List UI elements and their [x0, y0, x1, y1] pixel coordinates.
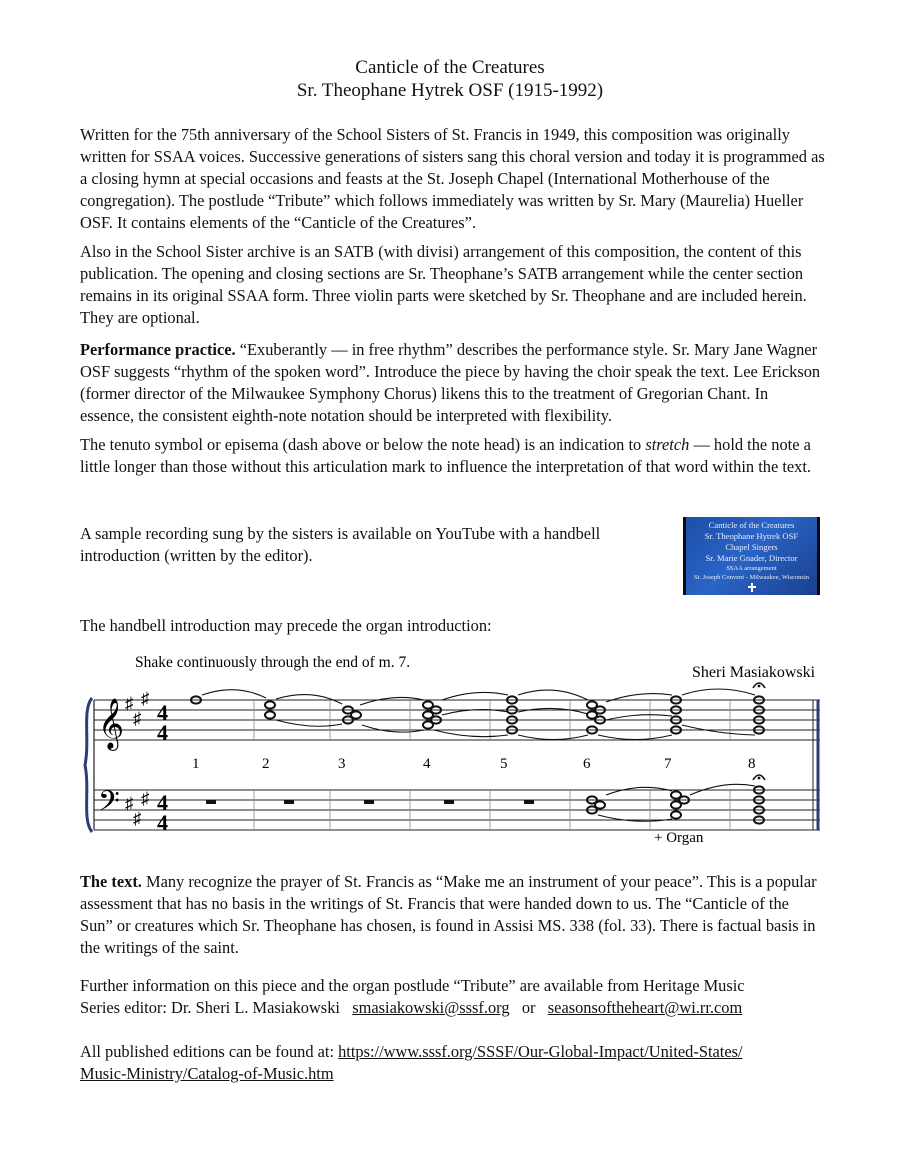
treble-time-bottom: 4 — [157, 720, 168, 745]
svg-text:♯: ♯ — [133, 809, 142, 828]
intro-paragraph: Written for the 75th anniversary of the School Sisters of St. Francis in 1949, this composition was originally written for SSAA voices. Successive generations of sisters sang this choral version and today it is programmed as a closing hymn at special occasions and feasts at the St. Joseph Chapel (International Motherhouse of the congregation). The postlude “Tribute” which follows immediately was written by Sr. Mary (Maurelia) Hueller OSF. It contains elements of the “Canticle of the Creatures”. — [80, 125, 825, 232]
thumb-choir: Chapel Singers — [725, 542, 778, 552]
measure-number: 4 — [423, 756, 431, 772]
svg-text:♯: ♯ — [125, 694, 134, 713]
thumb-composer: Sr. Theophane Hytrek OSF — [704, 531, 799, 541]
measure-numbers — [192, 756, 756, 772]
further-info-paragraph — [80, 975, 825, 1019]
measure-number: 6 — [583, 756, 591, 772]
title-block — [0, 56, 900, 102]
handbell-score — [80, 650, 825, 850]
score-instruction: Shake continuously through the end of m. 7. — [135, 654, 411, 671]
treble-key-signature — [125, 689, 150, 728]
measure-number: 2 — [262, 756, 270, 772]
organ-note: + Organ — [654, 830, 704, 846]
subtitle-composer: Sr. Theophane Hytrek OSF (1915-1992) — [296, 80, 604, 101]
svg-text:♯: ♯ — [133, 709, 142, 728]
or-text: or — [521, 998, 536, 1017]
thumb-title: Canticle of the Creatures — [708, 520, 795, 530]
thumb-arrangement: SSAA arrangement — [726, 565, 777, 572]
measure-number: 1 — [192, 756, 200, 772]
svg-text:♯: ♯ — [141, 689, 150, 708]
thumb-location — [686, 573, 817, 582]
bass-staff — [94, 790, 820, 830]
measure-number: 8 — [748, 756, 756, 772]
archive-paragraph: Also in the School Sister archive is an SATB (with divisi) arrangement of this composition, the content of this publication. The opening and closing sections are Sr. Theophane’s SATB arrangement while the center section remains in its original SSAA form. Three violin parts were sketched by Sr. Theophane and are included herein. They are optional. — [80, 242, 807, 327]
recording-paragraph: A sample recording sung by the sisters is available on YouTube with a handbell introduction (written by the editor). — [80, 524, 601, 565]
treble-staff — [94, 700, 820, 740]
handbell-paragraph: The handbell introduction may precede the organ introduction: — [80, 616, 492, 635]
fermata-icon — [753, 683, 765, 688]
cross-icon — [746, 583, 758, 592]
thumb-location-city: - Milwaukee, Wisconsin — [745, 574, 809, 581]
title: Canticle of the Creatures — [355, 57, 545, 78]
catalog-url-link[interactable]: https://www.sssf.org/SSSF/Our-Global-Impact/United-States/ — [338, 1042, 743, 1061]
bass-time-top: 4 — [157, 790, 168, 815]
email-link-sssf[interactable]: smasiakowski@sssf.org — [352, 998, 510, 1017]
text-body: Many recognize the prayer of St. Francis as “Make me an instrument of your peace”. This is a popular assessment that has no basis in the writings of St. Francis that were handed down to us. The “Canticle of the Sun” or creatures which Sr. Theophane has chosen, is found in Assisi MS. 338 (fol. 33). There is factual basis in the writings of the saint. — [80, 872, 817, 957]
fermata-icon — [753, 775, 765, 780]
whole-rests — [206, 800, 534, 804]
further-info-line2: Series editor: Dr. Sheri L. Masiakowski — [80, 998, 340, 1017]
further-info-line1: Further information on this piece and the organ postlude “Tribute” are available from Heritage Music — [80, 976, 745, 995]
thumb-location-name: St. Joseph Convent — [694, 574, 745, 581]
tenuto-paragraph — [80, 434, 825, 478]
treble-whole-notes — [191, 696, 764, 733]
catalog-url-link-continued[interactable]: Music-Ministry/Catalog-of-Music.htm — [80, 1064, 334, 1083]
tenuto-text-before: The tenuto symbol or episema (dash above or below the note head) is an indication to — [80, 435, 646, 454]
performance-paragraph — [80, 339, 825, 427]
editions-paragraph — [80, 1041, 825, 1085]
bass-time-bottom: 4 — [157, 810, 168, 835]
editions-label: All published editions can be found at: — [80, 1042, 339, 1061]
performance-body: “Exuberantly — in free rhythm” describes the performance style. Sr. Mary Jane Wagner OSF suggests “rhythm of the spoken word”. Introduce the piece by having the choir speak the text. Lee Erickson (former director of the Milwaukee Symphony Chorus) likens this to the treatment of Gregorian Chant. In essence, the consistent eighth-note notation should be interpreted with flexibility. — [80, 340, 821, 425]
youtube-video-thumbnail[interactable] — [683, 517, 820, 595]
email-link-seasons[interactable]: seasonsoftheheart@wi.rr.com — [547, 998, 743, 1017]
measure-number: 7 — [664, 756, 672, 772]
text-paragraph — [80, 871, 825, 959]
bass-clef-icon: 𝄢 — [98, 787, 120, 824]
performance-heading: Performance practice. — [80, 340, 236, 359]
thumb-director: Sr. Marie Gnader, Director — [705, 553, 798, 563]
grand-staff-brace — [85, 698, 92, 832]
measure-number: 3 — [338, 756, 346, 772]
svg-text:♯: ♯ — [125, 794, 134, 813]
tenuto-text-after: — hold the note a little longer than those without this articulation mark to influence the interpretation of that word within the text. — [80, 435, 812, 476]
time-signatures — [157, 700, 168, 835]
svg-text:♯: ♯ — [141, 789, 150, 808]
tenuto-emphasis: stretch — [645, 435, 690, 454]
score-composer: Sheri Masiakowski — [692, 664, 816, 681]
bass-key-signature — [125, 789, 150, 828]
treble-clef-icon: 𝄞 — [98, 699, 125, 748]
measure-number: 5 — [500, 756, 508, 772]
treble-time-top: 4 — [157, 700, 168, 725]
text-heading: The text. — [80, 872, 142, 891]
